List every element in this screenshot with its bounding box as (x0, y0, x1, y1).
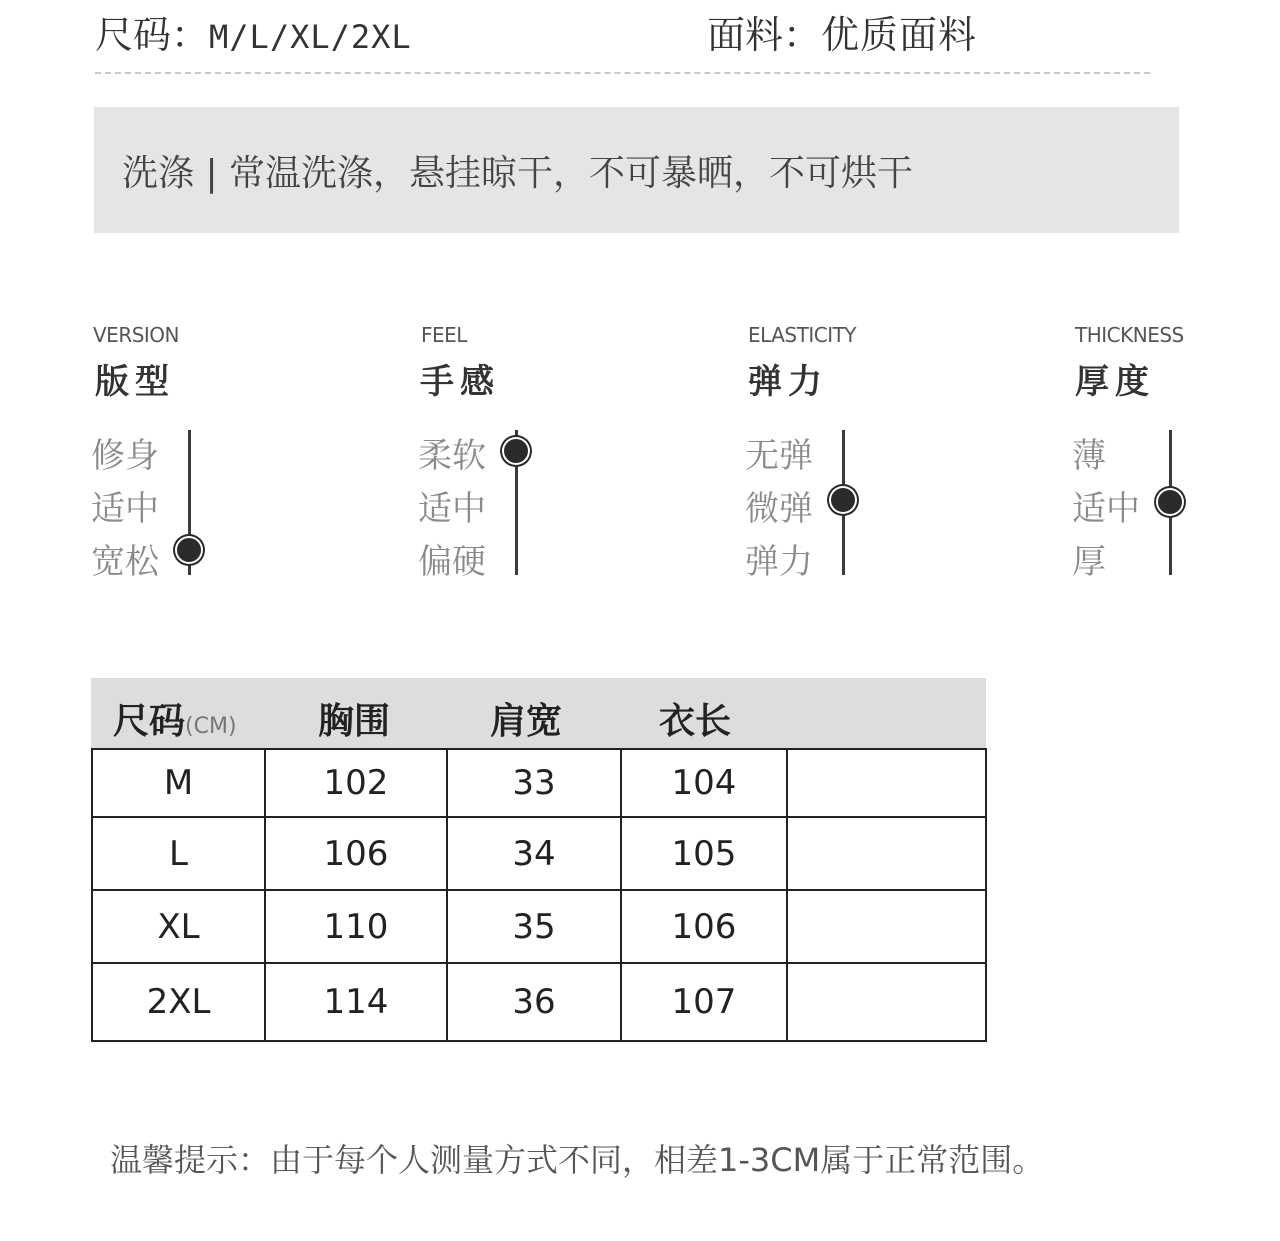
size-table (91, 748, 987, 1042)
header-shoulder: 肩宽 (490, 701, 563, 742)
attr-version-indicator (177, 538, 201, 562)
fabric-label: 面料： (707, 13, 822, 57)
attr-thickness-indicator (1158, 490, 1182, 514)
attr-elasticity-option: 无弹 (745, 436, 813, 476)
attr-feel-option: 柔软 (418, 436, 486, 476)
cell-shoulder: 33 (447, 749, 621, 817)
cell-length: 104 (621, 749, 787, 817)
attr-feel-indicator (504, 439, 528, 463)
attr-thickness-en: THICKNESS (1075, 323, 1184, 347)
cell-chest: 102 (265, 749, 447, 817)
attr-version-option: 适中 (91, 489, 159, 529)
attr-version-option: 修身 (91, 436, 159, 476)
attr-feel-en: FEEL (421, 323, 467, 347)
attr-feel-option: 适中 (418, 489, 486, 529)
cell-size: 2XL (92, 963, 265, 1041)
cell-extra (787, 749, 986, 817)
attr-elasticity-option: 弹力 (745, 542, 813, 582)
table-row (92, 963, 986, 1041)
cell-extra (787, 890, 986, 963)
cell-shoulder: 36 (447, 963, 621, 1041)
size-info (95, 4, 412, 59)
cell-shoulder: 34 (447, 817, 621, 890)
attr-feel-option: 偏硬 (418, 542, 486, 582)
cell-chest: 110 (265, 890, 447, 963)
fabric-value: 优质面料 (821, 13, 978, 57)
dashed-divider (95, 72, 1150, 74)
attr-thickness-option: 厚 (1072, 542, 1106, 582)
header-size (113, 693, 237, 744)
table-row (92, 890, 986, 963)
cell-length: 107 (621, 963, 787, 1041)
attr-elasticity-option: 微弹 (745, 489, 813, 529)
wash-instructions: 洗涤 | 常温洗涤，悬挂晾干，不可暴晒，不可烘干 (122, 153, 914, 194)
header-unit: (CM) (185, 714, 237, 739)
cell-extra (787, 963, 986, 1041)
cell-shoulder: 35 (447, 890, 621, 963)
attr-elasticity-indicator (831, 488, 855, 512)
cell-size: XL (92, 890, 265, 963)
header-length: 衣长 (659, 701, 732, 742)
attr-thickness-option: 适中 (1072, 489, 1140, 529)
cell-extra (787, 817, 986, 890)
cell-chest: 106 (265, 817, 447, 890)
table-row (92, 749, 986, 817)
header-chest: 胸围 (318, 701, 391, 742)
table-row (92, 817, 986, 890)
cell-length: 105 (621, 817, 787, 890)
attr-thickness-option: 薄 (1072, 436, 1106, 476)
cell-length: 106 (621, 890, 787, 963)
attr-version-option: 宽松 (91, 542, 159, 582)
cell-size: L (92, 817, 265, 890)
attr-elasticity-en: ELASTICITY (748, 323, 857, 347)
size-label: 尺码： (95, 13, 210, 57)
size-value: M/L/XL/2XL (209, 18, 412, 56)
header-size-label: 尺码 (113, 701, 186, 742)
cell-chest: 114 (265, 963, 447, 1041)
attr-thickness-cn: 厚度 (1075, 362, 1155, 402)
attr-elasticity-cn: 弹力 (748, 362, 828, 402)
attr-feel-cn: 手感 (420, 362, 500, 402)
cell-size: M (92, 749, 265, 817)
measurement-note: 温馨提示：由于每个人测量方式不同，相差1-3CM属于正常范围。 (110, 1141, 1045, 1179)
attr-version-en: VERSION (93, 323, 180, 347)
fabric-info (707, 4, 977, 59)
attr-version-cn: 版型 (95, 362, 175, 402)
